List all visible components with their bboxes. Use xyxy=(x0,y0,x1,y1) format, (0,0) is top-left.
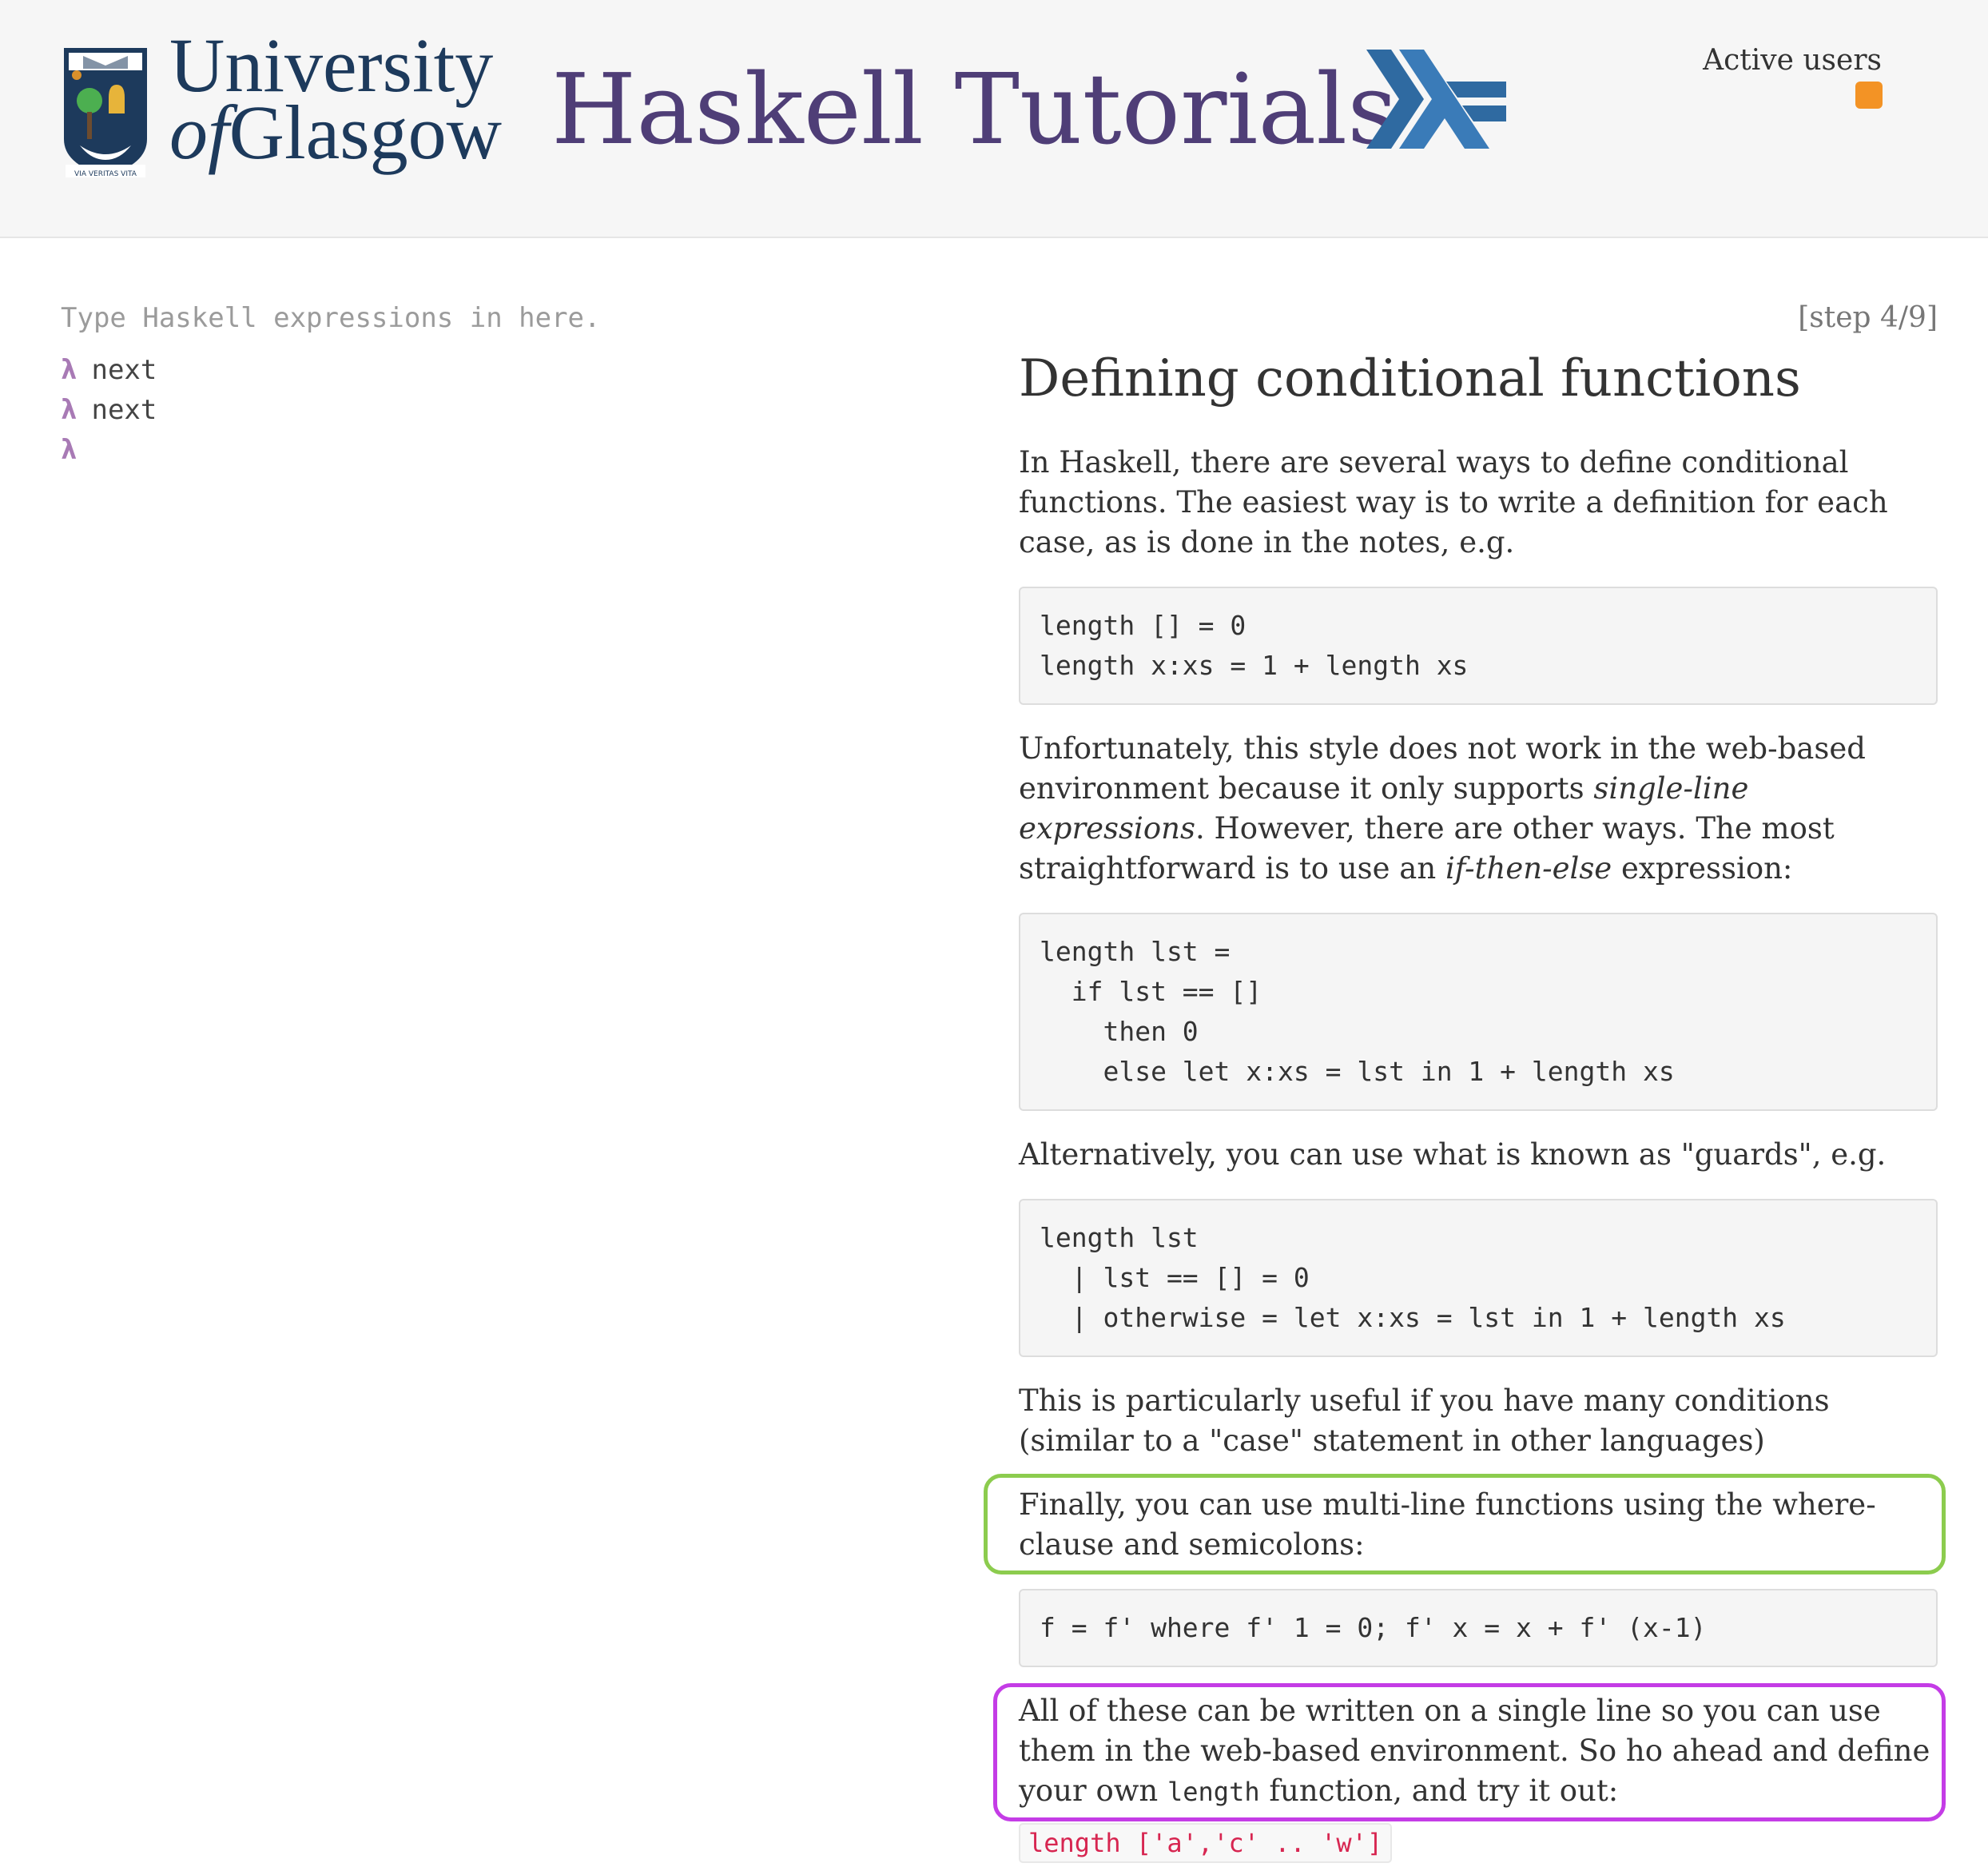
tutorial-paragraph-guards: Alternatively, you can use what is known as "guards", e.g. xyxy=(1019,1137,1887,1172)
console-line xyxy=(61,390,940,430)
lambda-prompt-icon: λ xyxy=(61,434,78,466)
code-block-where-clause: f = f' where f' 1 = 0; f' x = x + f' (x-1) xyxy=(1019,1589,1938,1667)
console-entry: next xyxy=(91,394,157,426)
console-entry: next xyxy=(91,354,157,386)
code-block-guards: length lst | lst == [] = 0 | otherwise = let x:xs = lst in 1 + length xs xyxy=(1019,1199,1938,1357)
step-indicator: [step 4/9] xyxy=(1798,301,1938,334)
tutorial-panel xyxy=(1019,342,1938,1863)
tutorial-title: Defining conditional functions xyxy=(1019,349,1801,408)
active-users-label: Active users xyxy=(1703,44,1882,77)
university-name xyxy=(169,22,502,175)
code-block-pattern-matching: length [] = 0 length x:xs = 1 + length xs xyxy=(1019,587,1938,705)
crest-motto-banner xyxy=(61,165,150,181)
university-crest-logo xyxy=(61,45,150,181)
university-name-line2: ofGlasgow xyxy=(169,90,502,175)
console-hint: Type Haskell expressions in here. xyxy=(61,302,601,334)
code-block-if-then-else: length lst = if lst == [] then 0 else let x:xs = lst in 1 + length xs xyxy=(1019,913,1938,1111)
inline-code-length: length xyxy=(1167,1777,1260,1807)
lambda-prompt-icon: λ xyxy=(61,394,78,426)
site-title[interactable]: Haskell Tutorials xyxy=(551,53,1398,166)
haskell-logo-icon xyxy=(1366,50,1506,149)
console-line xyxy=(61,350,940,390)
tutorial-paragraph-intro: In Haskell, there are several ways to define conditional functions. The easiest way is to write a definition for each case, as is done in the notes, e.g. xyxy=(1019,445,1888,559)
repl-console[interactable] xyxy=(61,296,940,470)
console-input-line[interactable] xyxy=(61,430,940,470)
tutorial-paragraph-if-then-else: Unfortunately, this style does not work in the web-based environment because it only supports single-line expressions. However, there are other ways. The most straightforward is to use an if-then-else expression: xyxy=(1019,731,1866,886)
highlighted-paragraph-try-it: All of these can be written on a single line so you can use them in the web-based environment. So ho ahead and define your own length function, and try it out: xyxy=(1019,1691,1938,1812)
crest-motto-text: VIA VERITAS VITA xyxy=(74,170,137,178)
lambda-prompt-icon: λ xyxy=(61,354,78,386)
active-user-indicator[interactable] xyxy=(1855,82,1883,109)
site-header xyxy=(0,0,1988,238)
try-it-code-snippet[interactable]: length ['a','c' .. 'w'] xyxy=(1019,1823,1392,1863)
highlighted-paragraph-where-clause: Finally, you can use multi-line functions using the where-clause and semicolons: xyxy=(1019,1485,1938,1565)
university-name-line1: University xyxy=(169,22,494,108)
tutorial-paragraph-conditions: This is particularly useful if you have many conditions (similar to a "case" statement in other languages) xyxy=(1019,1383,1830,1458)
